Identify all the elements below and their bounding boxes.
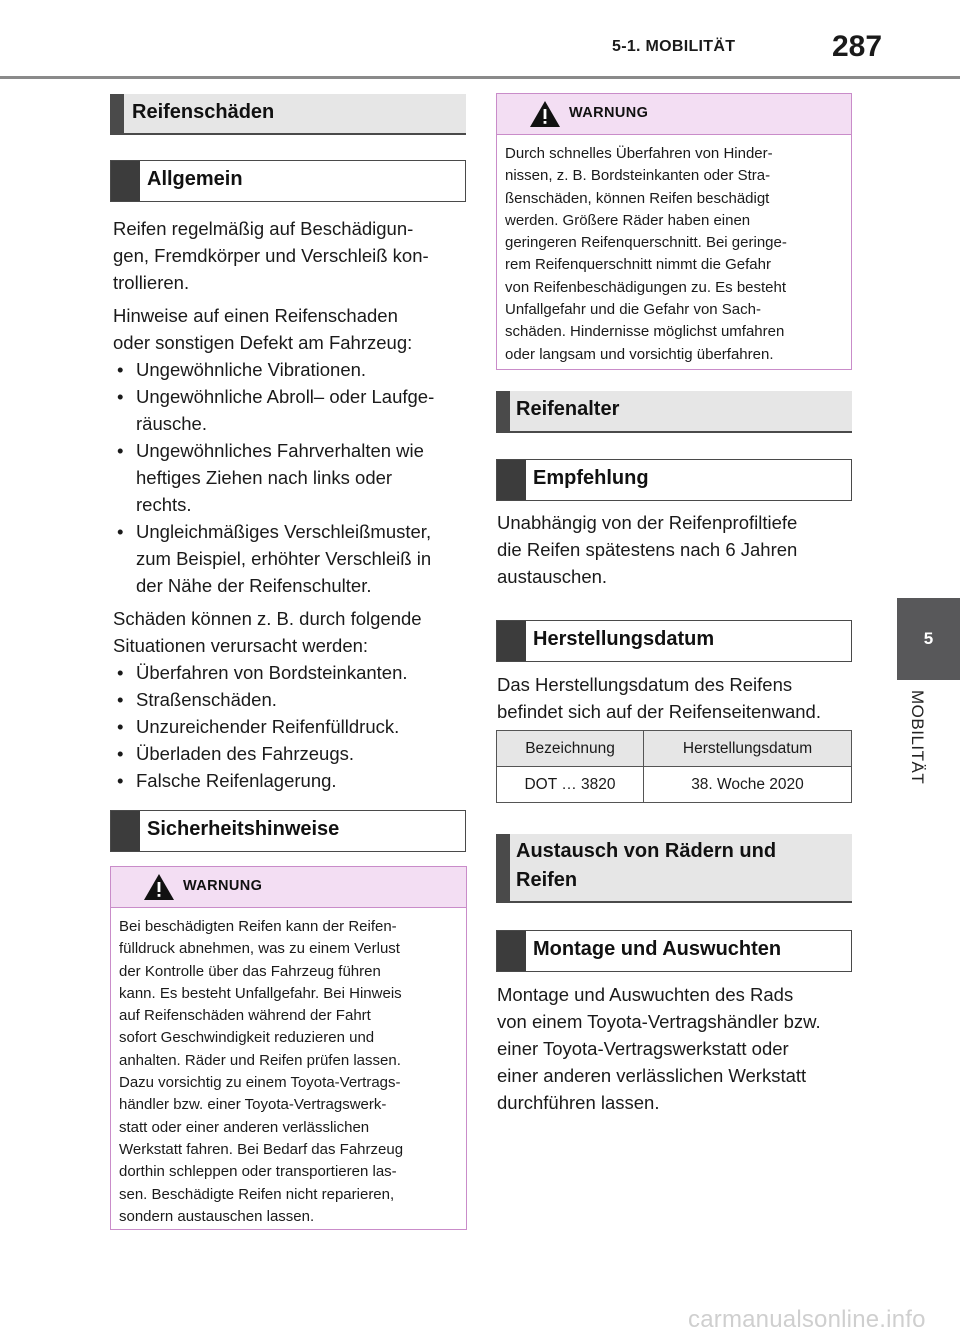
- subheading-text: Empfehlung: [533, 467, 649, 489]
- text-line: trollieren.: [113, 272, 190, 293]
- list-item: [113, 767, 458, 794]
- running-header-section: 5-1. MOBILITÄT: [612, 38, 736, 55]
- subheading-accent-bar: [497, 621, 526, 661]
- warning-line: oder langsam und vorsichtig überfahren.: [505, 345, 774, 363]
- list-item-text: Ungewöhnliche Vibrationen.: [136, 359, 367, 380]
- subheading-text: Montage und Auswuchten: [533, 938, 782, 960]
- heading-text: Reifenalter: [516, 398, 620, 420]
- warning-text: [111, 908, 466, 1228]
- list-item: [113, 686, 458, 713]
- heading-accent-bar: [496, 391, 510, 431]
- text-line: Situationen verursacht werden:: [113, 635, 369, 656]
- list-item-text: Überladen des Fahrzeugs.: [136, 743, 355, 764]
- list-item: [113, 383, 458, 437]
- subheading-sicherheitshinweise: [110, 810, 466, 852]
- list-item-text: Unzureichender Reifenfülldruck.: [136, 716, 400, 737]
- table-row: [497, 767, 852, 803]
- warning-line: auf Reifenschäden während der Fahrt: [119, 1007, 371, 1025]
- heading-line: Reifen: [516, 869, 578, 891]
- table-header-row: [497, 731, 852, 767]
- subheading-text: Herstellungsdatum: [533, 628, 715, 650]
- warning-line: händler bzw. einer Toyota-Vertragswerk-: [119, 1096, 387, 1114]
- warning-line: kann. Es besteht Unfallgefahr. Bei Hinweis: [119, 984, 402, 1002]
- bullet-list-symptoms: [113, 356, 458, 599]
- list-item-text: Falsche Reifenlagerung.: [136, 770, 337, 791]
- heading-line: Austausch von Rädern und: [516, 840, 777, 862]
- page-number: 287: [832, 30, 883, 63]
- paragraph-lines: [497, 509, 847, 590]
- list-item: [113, 659, 458, 686]
- warning-title: WARNUNG: [569, 105, 649, 121]
- paragraph-herstellungsdatum: [497, 671, 853, 725]
- list-item-text: heftiges Ziehen nach links oder: [136, 467, 393, 488]
- heading-text: [516, 837, 776, 895]
- subheading-accent-bar: [111, 811, 140, 851]
- subheading-accent-bar: [111, 161, 140, 201]
- warning-header: [111, 867, 466, 908]
- warning-line: rem Reifenquerschnitt nimmt die Gefahr: [505, 256, 771, 274]
- watermark: carmanualsonline.info: [688, 1306, 926, 1333]
- list-item-text: der Nähe der Reifenschulter.: [136, 575, 372, 596]
- warning-line: Bei beschädigten Reifen kann der Reifen-: [119, 918, 397, 935]
- text-line: von einem Toyota-Vertragshändler bzw.: [497, 1011, 821, 1032]
- list-item-text: Ungleichmäßiges Verschleißmuster,: [136, 521, 432, 542]
- heading-text: Reifenschäden: [132, 101, 275, 123]
- warning-line: sen. Beschädigte Reifen nicht reparieren,: [119, 1185, 395, 1203]
- warning-line: Durch schnelles Überfahren von Hinder-: [505, 145, 773, 162]
- paragraph-lines: [113, 605, 458, 659]
- heading-accent-bar: [110, 94, 124, 133]
- warning-box-left: [110, 866, 467, 1230]
- paragraph-lines: [113, 215, 458, 296]
- warning-line: dorthin schleppen oder transportieren las-: [119, 1163, 397, 1181]
- paragraph-lines: [497, 981, 853, 1116]
- paragraph-lines: [497, 671, 853, 725]
- warning-line: schäden. Hindernisse möglichst umfahren: [505, 323, 785, 341]
- warning-line: geringeren Reifenquerschnitt. Bei geringe-: [505, 234, 787, 252]
- table-header-cell: Bezeichnung: [497, 731, 644, 767]
- heading-reifenschaeden: [110, 94, 466, 135]
- list-item-text: Straßenschäden.: [136, 689, 277, 710]
- list-item-text: zum Beispiel, erhöhter Verschleiß in: [136, 548, 432, 569]
- table-header-cell: Herstellungsdatum: [644, 731, 852, 767]
- warning-line: sondern austauschen lassen.: [119, 1207, 315, 1225]
- text-line: Reifen regelmäßig auf Beschädigun-: [113, 218, 414, 239]
- subheading-accent-bar: [497, 931, 526, 971]
- warning-line: nissen, z. B. Bordsteinkanten oder Stra-: [505, 167, 771, 185]
- subheading-accent-bar: [497, 460, 526, 500]
- text-line: Montage und Auswuchten des Rads: [497, 984, 794, 1005]
- warning-box-right: [496, 93, 852, 370]
- chapter-tab: [897, 598, 960, 680]
- chapter-label: MOBILITÄT: [908, 690, 927, 785]
- warning-line: Unfallgefahr und die Gefahr von Sach-: [505, 301, 761, 319]
- subheading-text: Sicherheitshinweise: [147, 818, 340, 840]
- subheading-text: Allgemein: [147, 168, 243, 190]
- warning-line: werden. Größere Räder haben einen: [505, 211, 751, 229]
- warning-line: fülldruck abnehmen, was zu einem Verlust: [119, 940, 400, 958]
- paragraph-lines: [113, 302, 458, 356]
- warning-line: der Kontrolle über das Fahrzeug führen: [119, 962, 381, 980]
- table-cell: DOT … 3820: [497, 767, 644, 803]
- text-line: einer anderen verlässlichen Werkstatt: [497, 1065, 807, 1086]
- warning-line: sofort Geschwindigkeit reduzieren und: [119, 1029, 375, 1047]
- warning-title: WARNUNG: [183, 878, 263, 894]
- text-line: Hinweise auf einen Reifenschaden: [113, 305, 398, 326]
- text-line: Unabhängig von der Reifenprofiltiefe: [497, 512, 798, 533]
- heading-reifenalter: [496, 391, 852, 433]
- text-line: gen, Fremdkörper und Verschleiß kon-: [113, 245, 429, 266]
- warning-line: Dazu vorsichtig zu einem Toyota-Vertrags-: [119, 1074, 401, 1092]
- subheading-herstellungsdatum: [496, 620, 852, 662]
- text-line: die Reifen spätestens nach 6 Jahren: [497, 539, 798, 560]
- list-item: [113, 437, 458, 518]
- warning-line: ßenschäden, können Reifen beschädigt: [505, 189, 770, 207]
- text-line: austauschen.: [497, 566, 608, 587]
- list-item: [113, 518, 458, 599]
- warning-triangle-icon: [143, 873, 175, 901]
- list-item-text: Überfahren von Bordsteinkanten.: [136, 662, 408, 683]
- warning-header: [497, 94, 851, 135]
- list-item-text: Ungewöhnliches Fahrverhalten wie: [136, 440, 424, 461]
- table-cell: 38. Woche 2020: [644, 767, 852, 803]
- heading-austausch: [496, 834, 852, 903]
- header-divider: [0, 76, 960, 79]
- paragraph-montage: [497, 981, 853, 1116]
- chapter-number: 5: [923, 629, 934, 648]
- subheading-empfehlung: [496, 459, 852, 501]
- warning-line: von Reifenbeschädigungen zu. Es besteht: [505, 278, 787, 296]
- bullet-list-causes: [113, 659, 458, 794]
- list-item-text: rechts.: [136, 494, 192, 515]
- subheading-montage: [496, 930, 852, 972]
- paragraph-inspection: [113, 215, 458, 794]
- list-item-text: Ungewöhnliche Abroll– oder Laufge-: [136, 386, 435, 407]
- list-item: [113, 740, 458, 767]
- date-table: [496, 730, 852, 803]
- warning-line: statt oder einer anderen verlässlichen: [119, 1118, 370, 1136]
- warning-line: anhalten. Räder und Reifen prüfen lassen.: [119, 1051, 401, 1069]
- text-line: oder sonstigen Defekt am Fahrzeug:: [113, 332, 413, 353]
- text-line: Das Herstellungsdatum des Reifens: [497, 674, 793, 695]
- warning-text: [497, 135, 851, 366]
- text-line: Schäden können z. B. durch folgende: [113, 608, 422, 629]
- text-line: durchführen lassen.: [497, 1092, 660, 1113]
- text-line: befindet sich auf der Reifenseitenwand.: [497, 701, 821, 722]
- warning-line: Werkstatt fahren. Bei Bedarf das Fahrzeug: [119, 1140, 404, 1158]
- heading-accent-bar: [496, 834, 510, 901]
- text-line: einer Toyota-Vertragswerkstatt oder: [497, 1038, 789, 1059]
- list-item: [113, 713, 458, 740]
- list-item: [113, 356, 458, 383]
- subheading-allgemein: [110, 160, 466, 202]
- list-item-text: räusche.: [136, 413, 207, 434]
- paragraph-empfehlung: [497, 509, 847, 590]
- warning-triangle-icon: [529, 100, 561, 128]
